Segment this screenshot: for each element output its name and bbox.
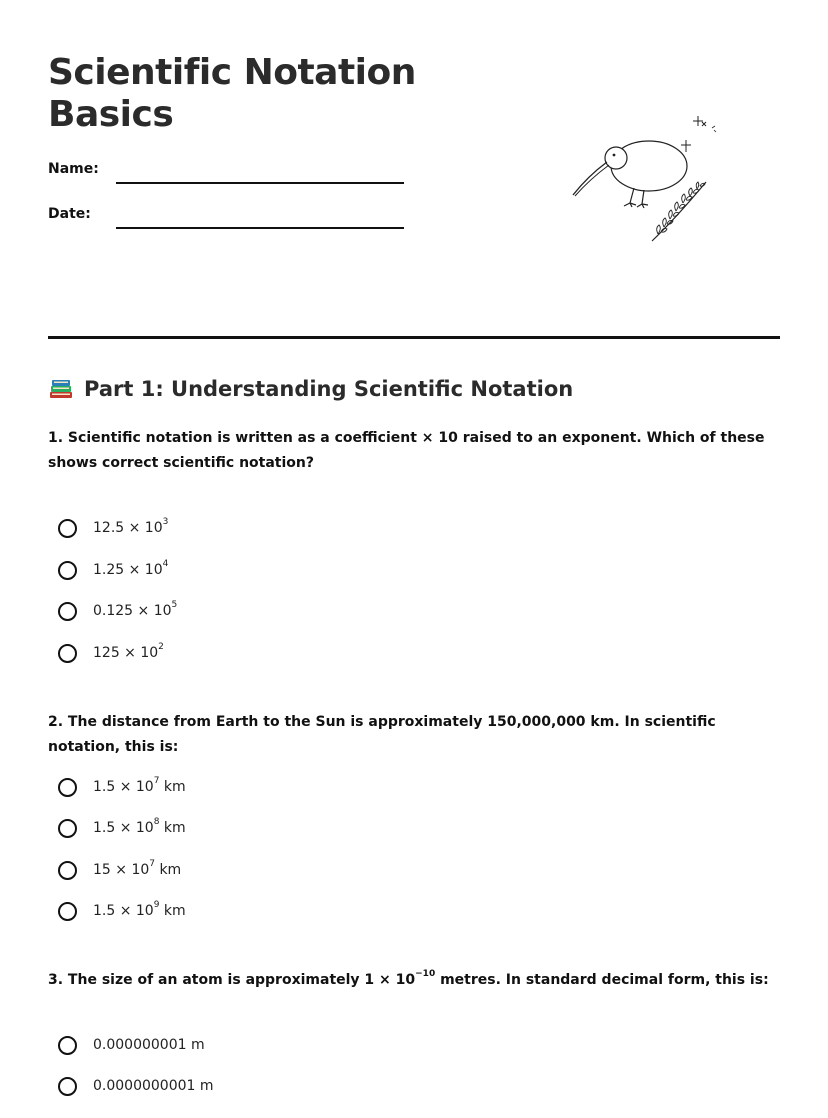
q2-option-b[interactable]	[58, 815, 186, 841]
option-label: 0.000000001 m	[93, 1037, 205, 1053]
radio-button[interactable]	[58, 519, 77, 538]
option-label: $0.125 \times 10^5$	[93, 600, 178, 619]
q1-option-a[interactable]	[58, 515, 168, 541]
q3-option-b[interactable]	[58, 1073, 214, 1099]
radio-button[interactable]	[58, 1077, 77, 1096]
part1-heading	[48, 374, 573, 404]
option-label: $1.5 \times 10^7$ km	[93, 776, 186, 795]
part1-heading-text: Part 1: Understanding Scientific Notation	[84, 377, 574, 401]
q1-option-b[interactable]	[58, 557, 168, 583]
radio-button[interactable]	[58, 561, 77, 580]
radio-button[interactable]	[58, 902, 77, 921]
option-label: $1.5 \times 10^8$ km	[93, 817, 186, 836]
radio-button[interactable]	[58, 644, 77, 663]
q3-option-a[interactable]	[58, 1032, 205, 1058]
question-3: 3. The size of an atom is approximately $1 \times 10^{-10}$ metres. In standard decimal form, this is:	[48, 969, 769, 988]
name-label: Name:	[48, 161, 99, 177]
books-icon	[48, 376, 74, 402]
question-1: 1. Scientific notation is written as a coefficient × 10 raised to an exponent. Which of these shows correct scientific notation?	[48, 430, 765, 471]
q1-option-d[interactable]	[58, 640, 164, 666]
radio-button[interactable]	[58, 1036, 77, 1055]
option-label: $125 \times 10^2$	[93, 642, 164, 661]
q2-option-a[interactable]	[58, 774, 186, 800]
worksheet-title: Scientific Notation Basics	[48, 52, 416, 135]
question-2: 2. The distance from Earth to the Sun is approximately 150,000,000 km. In scientific notation, this is:	[48, 714, 716, 755]
radio-button[interactable]	[58, 819, 77, 838]
date-label: Date:	[48, 206, 91, 222]
option-label: $1.5 \times 10^9$ km	[93, 900, 186, 919]
q1-option-c[interactable]	[58, 598, 177, 624]
radio-button[interactable]	[58, 861, 77, 880]
date-line[interactable]	[116, 227, 404, 229]
option-label: $15 \times 10^7$ km	[93, 859, 182, 878]
option-label: $12.5 \times 10^3$	[93, 517, 169, 536]
q2-option-d[interactable]	[58, 898, 186, 924]
name-field[interactable]	[48, 160, 408, 190]
section-divider	[48, 336, 780, 339]
name-line[interactable]	[116, 182, 404, 184]
date-field[interactable]	[48, 205, 408, 235]
kiwi-fern-illustration	[566, 108, 726, 248]
option-label: $1.25 \times 10^4$	[93, 559, 169, 578]
option-label: 0.0000000001 m	[93, 1078, 214, 1094]
radio-button[interactable]	[58, 602, 77, 621]
radio-button[interactable]	[58, 778, 77, 797]
q2-option-c[interactable]	[58, 857, 181, 883]
